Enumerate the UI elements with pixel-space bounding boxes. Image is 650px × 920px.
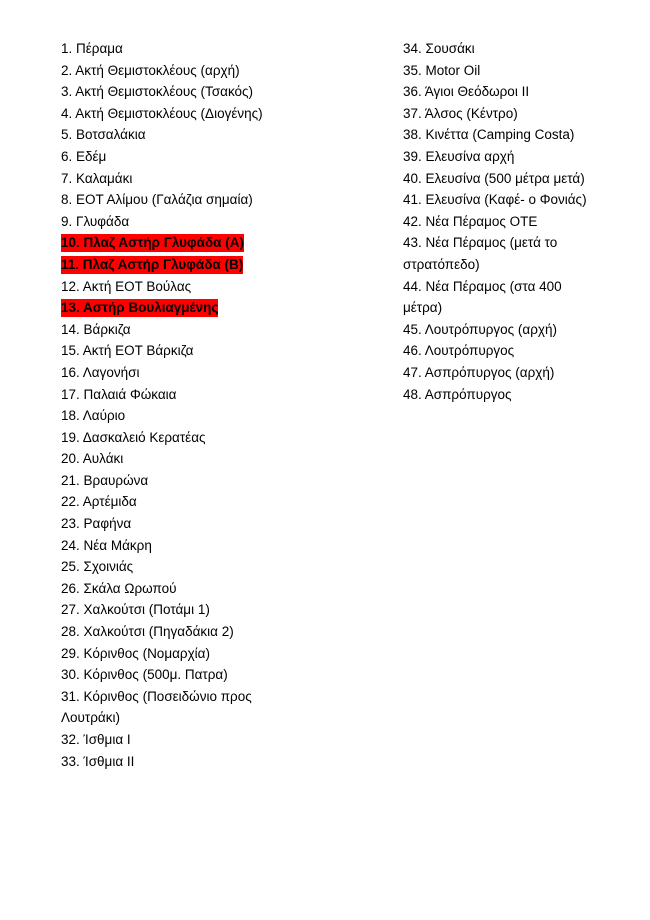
list-item xyxy=(403,60,603,82)
list-item-text: 3. Ακτή Θεμιστοκλέους (Τσακός) xyxy=(61,84,254,100)
list-item-text: 33. Ίσθμια ΙΙ xyxy=(61,753,135,769)
list-item xyxy=(61,168,301,190)
list-item-text: 36. Άγιοι Θεόδωροι ΙΙ xyxy=(403,84,530,100)
list-item xyxy=(403,146,603,168)
list-item xyxy=(403,211,603,233)
beach-list-left-column xyxy=(61,38,301,772)
list-item-text: 35. Motor Oil xyxy=(403,62,481,78)
list-item xyxy=(61,60,301,82)
list-item-text: 26. Σκάλα Ωρωπού xyxy=(61,580,177,596)
list-item xyxy=(403,384,603,406)
list-item xyxy=(61,707,301,729)
list-item-text: 24. Νέα Μάκρη xyxy=(61,537,152,553)
list-item-text: 48. Ασπρόπυργος xyxy=(403,386,512,402)
list-item xyxy=(61,124,301,146)
list-item xyxy=(61,535,301,557)
list-item-text: 45. Λουτρόπυργος (αρχή) xyxy=(403,321,557,337)
list-item-text: 31. Κόρινθος (Ποσειδώνιο προς xyxy=(61,688,252,704)
list-item xyxy=(61,643,301,665)
list-item xyxy=(61,621,301,643)
list-item xyxy=(61,448,301,470)
list-item-text: 17. Παλαιά Φώκαια xyxy=(61,386,177,402)
list-item-text: μέτρα) xyxy=(403,300,443,316)
list-item-text: 7. Καλαμάκι xyxy=(61,170,133,186)
list-item xyxy=(403,81,603,103)
list-item-text: 19. Δασκαλειό Κερατέας xyxy=(61,429,206,445)
list-item-text: 12. Ακτή ΕΟΤ Βούλας xyxy=(61,278,192,294)
list-item-text: 25. Σχοινιάς xyxy=(61,559,134,575)
list-item-text: 10. Πλαζ Αστήρ Γλυφάδα (Α) xyxy=(61,235,244,251)
list-item xyxy=(61,751,301,773)
list-item xyxy=(61,427,301,449)
list-item xyxy=(61,513,301,535)
list-item-text: 4. Ακτή Θεμιστοκλέους (Διογένης) xyxy=(61,105,263,121)
list-item-text: 15. Ακτή ΕΟΤ Βάρκιζα xyxy=(61,343,194,359)
list-item-text: 38. Κινέττα (Camping Costa) xyxy=(403,127,575,143)
list-item xyxy=(61,103,301,125)
list-item-text: 14. Βάρκιζα xyxy=(61,321,131,337)
list-item-text: στρατόπεδο) xyxy=(403,256,480,272)
list-item-text: 39. Ελευσίνα αρχή xyxy=(403,148,515,164)
list-item-text: 41. Ελευσίνα (Καφέ- ο Φονιάς) xyxy=(403,192,587,208)
list-item xyxy=(61,664,301,686)
list-item-text: 47. Ασπρόπυργος (αρχή) xyxy=(403,364,555,380)
list-item-text: 32. Ίσθμια Ι xyxy=(61,732,131,747)
list-item xyxy=(403,168,603,190)
list-item-text: 16. Λαγονήσι xyxy=(61,364,140,380)
list-item-text: 28. Χαλκούτσι (Πηγαδάκια 2) xyxy=(61,624,234,640)
list-item-text: 11. Πλαζ Αστήρ Γλυφάδα (Β) xyxy=(61,256,244,272)
list-item-text: 29. Κόρινθος (Νομαρχία) xyxy=(61,645,210,661)
list-item-text: 44. Νέα Πέραμος (στα 400 xyxy=(403,278,562,294)
list-item-text: 27. Χαλκούτσι (Ποτάμι 1) xyxy=(61,602,210,618)
list-item xyxy=(403,297,603,319)
list-item-text: 46. Λουτρόπυργος xyxy=(403,343,515,359)
list-item-text: 37. Άλσος (Κέντρο) xyxy=(403,105,518,121)
list-item xyxy=(61,686,301,708)
highlighted-list-item xyxy=(61,232,301,254)
list-item xyxy=(403,340,603,362)
list-item-text: 21. Βραυρώνα xyxy=(61,472,149,488)
list-item xyxy=(403,103,603,125)
list-item xyxy=(61,38,301,60)
list-item xyxy=(61,384,301,406)
list-item-text: 2. Ακτή Θεμιστοκλέους (αρχή) xyxy=(61,62,240,78)
list-item-text: 9. Γλυφάδα xyxy=(61,213,130,229)
list-item xyxy=(61,319,301,341)
list-item-text: 5. Βοτσαλάκια xyxy=(61,127,146,143)
list-item xyxy=(403,254,603,276)
list-item-text: 18. Λαύριο xyxy=(61,408,126,424)
list-item-text: 22. Αρτέμιδα xyxy=(61,494,137,510)
beach-list-right-column xyxy=(403,38,603,405)
list-item xyxy=(61,146,301,168)
list-item xyxy=(403,232,603,254)
list-item xyxy=(61,189,301,211)
list-item-text: Λουτράκι) xyxy=(61,710,120,726)
list-item xyxy=(61,211,301,233)
list-item xyxy=(61,81,301,103)
list-item xyxy=(61,729,301,751)
list-item-text: 40. Ελευσίνα (500 μέτρα μετά) xyxy=(403,170,585,186)
list-item xyxy=(61,276,301,298)
highlighted-list-item xyxy=(61,297,301,319)
list-item xyxy=(403,276,603,298)
list-item xyxy=(61,340,301,362)
list-item-text: 13. Αστήρ Βουλιαγμένης xyxy=(61,300,219,316)
list-item-text: 23. Ραφήνα xyxy=(61,516,132,532)
list-item xyxy=(403,362,603,384)
list-item-text: 30. Κόρινθος (500μ. Πατρα) xyxy=(61,667,228,683)
list-item-text: 8. ΕΟΤ Αλίμου (Γαλάζια σημαία) xyxy=(61,192,253,208)
list-item xyxy=(61,599,301,621)
list-item xyxy=(403,38,603,60)
list-item xyxy=(403,124,603,146)
list-item xyxy=(61,491,301,513)
list-item-text: 1. Πέραμα xyxy=(61,41,123,56)
highlighted-list-item xyxy=(61,254,301,276)
list-item xyxy=(61,470,301,492)
list-item xyxy=(61,578,301,600)
list-item xyxy=(61,362,301,384)
list-item-text: 20. Αυλάκι xyxy=(61,451,124,467)
list-item xyxy=(403,189,603,211)
list-item xyxy=(403,319,603,341)
list-item xyxy=(61,556,301,578)
list-item-text: 34. Σουσάκι xyxy=(403,41,475,56)
list-item xyxy=(61,405,301,427)
list-item-text: 42. Νέα Πέραμος ΟΤΕ xyxy=(403,213,538,229)
list-item-text: 6. Εδέμ xyxy=(61,148,107,164)
list-item-text: 43. Νέα Πέραμος (μετά το xyxy=(403,235,558,251)
